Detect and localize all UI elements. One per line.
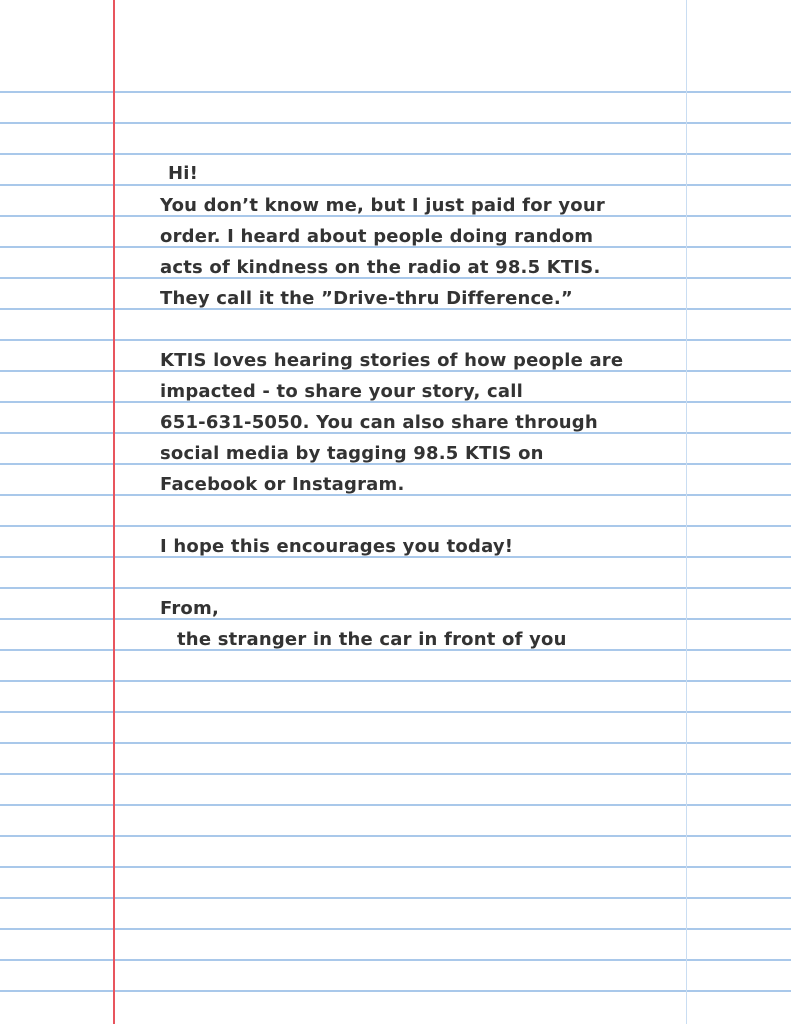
paragraph1-line-2: order. I heard about people doing random — [160, 226, 594, 247]
ruled-line — [0, 711, 791, 713]
ruled-line — [0, 835, 791, 837]
signature: the stranger in the car in front of you — [177, 629, 567, 650]
ruled-line — [0, 587, 791, 589]
ruled-line — [0, 680, 791, 682]
paragraph1-line-1: You don’t know me, but I just paid for your — [160, 195, 605, 216]
ruled-line — [0, 525, 791, 527]
ruled-line — [0, 897, 791, 899]
paragraph2-line-5: Facebook or Instagram. — [160, 474, 405, 495]
ruled-line — [0, 184, 791, 186]
ruled-line — [0, 959, 791, 961]
paragraph2-line-2: impacted - to share your story, call — [160, 381, 524, 402]
ruled-line — [0, 866, 791, 868]
ruled-line — [0, 990, 791, 992]
paragraph2-line-3: 651-631-5050. You can also share through — [160, 412, 598, 433]
paragraph2-line-4: social media by tagging 98.5 KTIS on — [160, 443, 544, 464]
paragraph2-line-1: KTIS loves hearing stories of how people are — [160, 350, 624, 371]
ruled-line — [0, 928, 791, 930]
closing-line: I hope this encourages you today! — [160, 536, 514, 557]
ruled-line — [0, 339, 791, 341]
greeting: Hi! — [168, 163, 199, 184]
signoff: From, — [160, 598, 219, 619]
right-margin-line — [686, 0, 687, 1024]
ruled-line — [0, 153, 791, 155]
ruled-line — [0, 122, 791, 124]
ruled-line — [0, 91, 791, 93]
ruled-line — [0, 618, 791, 620]
ruled-line — [0, 804, 791, 806]
red-margin-line — [113, 0, 115, 1024]
paragraph1-line-3: acts of kindness on the radio at 98.5 KTIS. — [160, 257, 601, 278]
ruled-line — [0, 773, 791, 775]
paragraph1-line-4: They call it the ”Drive-thru Difference.” — [160, 288, 573, 309]
ruled-line — [0, 742, 791, 744]
